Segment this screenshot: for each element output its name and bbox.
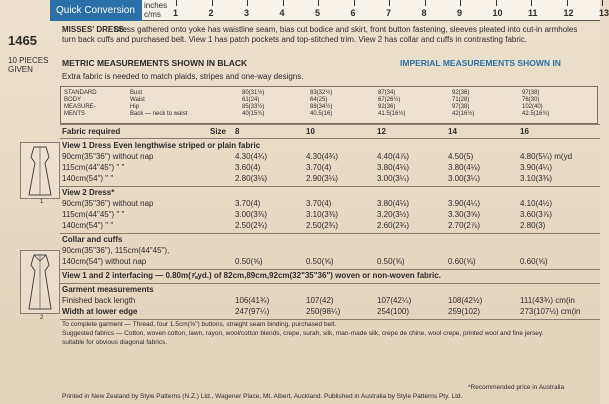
size-16: 16 xyxy=(520,127,529,136)
description-line1: Dress gathered onto yoke has waistline seam, bias cut bodice and skirt, front button fastening, sleeves pleated into cut-in armholes xyxy=(114,25,578,34)
fabric-cell: 3.80(4⅛) xyxy=(377,199,410,208)
fabric-cell: 3.90(4¼) xyxy=(448,199,481,208)
fabric-cell: 4.10(4½) xyxy=(520,199,553,208)
ruler-number: 6 xyxy=(350,8,356,18)
ruler-label-inches: inches xyxy=(144,1,168,10)
description-line2: turn back cuffs and purchased belt. View 1 has patch pockets and top-stitched trim. View 2 has collar and cuffs in contrasting fabric. xyxy=(62,35,527,44)
figure-1-label: 1 xyxy=(40,199,44,205)
fabric-row-label: 140cm(54") without nap xyxy=(62,257,147,266)
dress-icon xyxy=(21,143,59,198)
ruler-tick xyxy=(389,0,390,6)
dress-view1-illustration xyxy=(20,142,60,199)
fabric-cell: 2.80(3⅛) xyxy=(235,174,268,183)
ruler-tick xyxy=(567,0,568,6)
ruler-tick xyxy=(460,0,461,6)
measurement-column: 97(38) 76(30) 102(40) 42.5(16¾) xyxy=(522,90,550,117)
fabric-row-label: 90cm(35"36") without nap xyxy=(62,152,154,161)
measurement-rows: Bust Waist Hip Back — neck to waist xyxy=(130,90,188,117)
fabric-cell: 3.30(3⅝) xyxy=(448,210,481,219)
ruler-tick xyxy=(283,0,284,6)
fabric-row-label: 90cm(35"36") without nap xyxy=(62,199,154,208)
fabric-row-label: 140cm(54") " " xyxy=(62,221,114,230)
price-note: *Recommended price in Australia xyxy=(468,384,565,391)
metric-heading: METRIC MEASUREMENTS SHOWN IN BLACK xyxy=(62,58,248,68)
fabric-cell: 273(107½) cm(in xyxy=(520,307,581,316)
description-title: MISSES' DRESS: xyxy=(62,25,127,34)
fabric-cell: 3.80(4⅛) xyxy=(377,163,410,172)
ruler-number: 5 xyxy=(315,8,321,18)
fabric-cell: 259(102) xyxy=(448,307,481,316)
fabric-row-label: View 2 Dress* xyxy=(62,188,115,197)
fabric-row-label: Width at lower edge xyxy=(62,307,138,316)
fabric-cell: 108(42½) xyxy=(448,296,483,305)
extra-fabric-note: Extra fabric is needed to match plaids, stripes and one-way designs. xyxy=(62,72,304,81)
measurement-column: 92(36) 71(28) 97(38) 42(16½) xyxy=(452,90,475,117)
ruler-number: 1 xyxy=(173,8,179,18)
fabric-row-label: Finished back length xyxy=(62,296,136,305)
size-label: Size xyxy=(210,127,227,136)
ruler-tick xyxy=(531,0,532,6)
fabric-cell: 0.50(⅝) xyxy=(306,257,334,266)
fabric-row-label: 115cm(44"45") " " xyxy=(62,163,125,172)
fabric-cell: 3.10(3⅜) xyxy=(306,210,339,219)
fabric-cell: 250(98¼) xyxy=(306,307,341,316)
fabric-cell: 4.30(4¾) xyxy=(306,152,339,161)
fabric-cell: 3.70(4) xyxy=(235,199,261,208)
fabric-cell: 2.80(3) xyxy=(520,221,546,230)
fabric-cell: 247(97¼) xyxy=(235,307,270,316)
fabric-cell: 3.80(4⅛) xyxy=(448,163,481,172)
dress-view2-illustration xyxy=(20,250,60,314)
fabric-cell: 2.90(3⅛) xyxy=(306,174,339,183)
ruler-tick xyxy=(176,0,177,6)
ruler-tick xyxy=(318,0,319,6)
fabric-row-label: Suggested fabrics — Cotton, woven cotton, lawn, rayon, wool/cotton blends, crepe, surah, silk, man-made silk, crepe de chine, wool crepe, printed wool and fine jersey. xyxy=(62,330,544,337)
fabric-cell: 3.00(3¼) xyxy=(377,174,410,183)
fabric-cell: 106(41¾) xyxy=(235,296,270,305)
fabric-row-label: suitable for obvious diagonal fabrics. xyxy=(62,339,168,346)
fabric-cell: 3.00(3¼) xyxy=(448,174,481,183)
size-8: 8 xyxy=(235,127,240,136)
printed-note: Printed in New Zealand by Style Patterns (N.Z.) Ltd., Wagener Place, Mt. Albert, Auckland. Published in Australia by Style Patterns Pty. Ltd. xyxy=(62,393,463,400)
fabric-cell: 3.60(4) xyxy=(235,163,261,172)
fabric-cell: 3.20(3½) xyxy=(377,210,410,219)
fabric-cell: 0.60(⅝) xyxy=(448,257,476,266)
imperial-heading: IMPERIAL MEASUREMENTS SHOWN IN xyxy=(400,58,561,68)
fabric-cell: 3.70(4) xyxy=(306,163,332,172)
fabric-cell: 3.00(3⅜) xyxy=(235,210,268,219)
ruler-number: 12 xyxy=(563,8,574,18)
measurement-column: 83(32½) 64(25) 88(34½) 40.5(16) xyxy=(310,90,333,117)
fabric-row-label: View 1 and 2 interfacing — 0.80m(⅞yd.) of 82cm,89cm,92cm(32"35"36") woven or non-woven fabric. xyxy=(62,271,441,280)
fabric-cell: 4.50(5) xyxy=(448,152,474,161)
ruler-label-cms: c/ms xyxy=(144,10,161,19)
fabric-cell: 0.50(⅝) xyxy=(377,257,405,266)
fabric-cell: 0.60(⅝) xyxy=(520,257,548,266)
measurement-column: 80(31½) 61(24) 85(33½) 40(15¾) xyxy=(242,90,265,117)
ruler-number: 4 xyxy=(279,8,285,18)
fabric-cell: 3.60(3⅞) xyxy=(520,210,553,219)
size-12: 12 xyxy=(377,127,386,136)
fabric-cell: 0.50(⅝) xyxy=(235,257,263,266)
ruler-number: 9 xyxy=(457,8,463,18)
fabric-cell: 4.40(4⅞) xyxy=(377,152,410,161)
size-10: 10 xyxy=(306,127,315,136)
quick-conversion-banner: Quick Conversion xyxy=(50,0,148,21)
fabric-cell: 107(42) xyxy=(306,296,334,305)
standard-body-label: STANDARD BODY MEASURE- MENTS xyxy=(64,90,97,117)
fabric-cell: 3.10(3⅜) xyxy=(520,174,553,183)
ruler-tick xyxy=(354,0,355,6)
ruler-number: 11 xyxy=(528,8,538,18)
ruler-tick xyxy=(425,0,426,6)
fabric-cell: 107(42¼) xyxy=(377,296,412,305)
ruler-number: 3 xyxy=(244,8,250,18)
fabric-cell: 2.50(2¾) xyxy=(306,221,339,230)
fabric-cell: 111(43¾) cm(in xyxy=(520,296,575,305)
fabric-cell: 4.80(5¼) m(yd xyxy=(520,152,573,161)
ruler-number: 10 xyxy=(492,8,503,18)
ruler-number: 2 xyxy=(208,8,214,18)
fabric-row-label: To complete garment — Thread, four 1.5cm(⅝") buttons, straight seam binding, purchased belt. xyxy=(62,321,337,328)
fabric-required-label: Fabric required xyxy=(62,127,121,136)
fabric-cell: 254(100) xyxy=(377,307,410,316)
fabric-cell: 2.70(2⅞) xyxy=(448,221,481,230)
pieces-line1: 10 PIECES xyxy=(8,56,49,65)
ruler-number: 13 xyxy=(599,8,609,18)
fabric-row-label: View 1 Dress Even lengthwise striped or plain fabric xyxy=(62,141,261,150)
figure-2-label: 2 xyxy=(40,315,44,321)
pattern-number: 1465 xyxy=(8,33,37,48)
fabric-row-label: Collar and cuffs xyxy=(62,235,123,244)
ruler-tick xyxy=(212,0,213,6)
inch-cm-ruler xyxy=(142,0,609,21)
ruler-tick xyxy=(496,0,497,6)
fabric-row-label: Garment measurements xyxy=(62,285,154,294)
ruler-tick xyxy=(247,0,248,6)
fabric-row-label: 140cm(54") " " xyxy=(62,174,114,183)
fabric-cell: 2.50(2¾) xyxy=(235,221,268,230)
ruler-number: 8 xyxy=(421,8,427,18)
dress-icon xyxy=(21,251,59,313)
fabric-cell: 3.70(4) xyxy=(306,199,332,208)
measurement-column: 87(34) 67(26½) 92(36) 41.5(16½) xyxy=(378,90,406,117)
fabric-row-label: 90cm(35"36"), 115cm(44"45"), xyxy=(62,246,170,255)
fabric-row-label: 115cm(44"45") " " xyxy=(62,210,125,219)
ruler-number: 7 xyxy=(386,8,392,18)
fabric-cell: 4.30(4¾) xyxy=(235,152,268,161)
size-14: 14 xyxy=(448,127,457,136)
fabric-cell: 2.60(2¾) xyxy=(377,221,410,230)
pieces-line2: GIVEN xyxy=(8,65,33,74)
ruler-tick xyxy=(602,0,603,6)
fabric-cell: 3.90(4¼) xyxy=(520,163,553,172)
